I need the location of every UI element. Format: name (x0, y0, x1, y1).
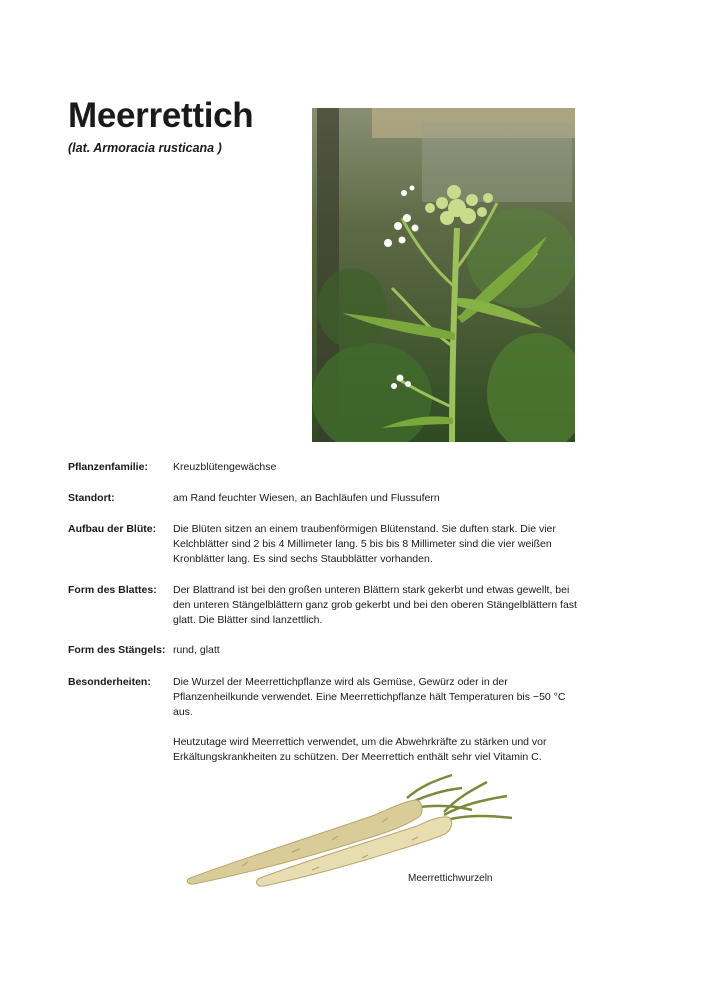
label-standort: Standort: (68, 492, 115, 504)
flowering-plant-photo (312, 108, 575, 442)
value-aufbau-der-bluete: Die Blüten sitzen an einem traubenförmigen Blütenstand. Sie duften stark. Die vier Kelchblätter sind 2 bis 4 Millimeter lang. 5 bis bis 8 Millimeter sind die vier weißen Kronblätter lang. Es sind sechs Staubblätter vorhanden. (173, 523, 556, 565)
label-aufbau-der-bluete: Aufbau der Blüte: (68, 523, 157, 535)
value-pflanzenfamilie: Kreuzblütengewächse (173, 461, 277, 473)
value-standort: am Rand feuchter Wiesen, an Bachläufen und Flussufern (173, 492, 440, 504)
besonderheiten-paragraph: Die Wurzel der Meerrettichpflanze wird als Gemüse, Gewürz oder in der Pflanzenheilkunde verwendet. Eine Meerrettichpflanze hält Temperaturen bis −50 °C aus. (173, 676, 566, 718)
root-image-caption: Meerrettichwurzeln (408, 873, 493, 884)
latin-name: (lat. Armoracia rusticana ) (68, 141, 222, 155)
label-form-des-blattes: Form des Blattes: (68, 584, 157, 596)
value-besonderheiten (173, 675, 583, 765)
besonderheiten-paragraph: Heutzutage wird Meerrettich verwendet, um die Abwehrkräfte zu stärken und vor Erkältungskrankheiten zu schützen. Der Meerrettich enthält sehr viel Vitamin C. (173, 736, 547, 763)
page-title: Meerrettich (68, 96, 254, 135)
value-form-des-staengels: rund, glatt (173, 644, 220, 656)
value-form-des-blattes: Der Blattrand ist bei den großen unteren Blättern stark gekerbt und etwas gewellt, bei den unteren Stängelblättern ganz grob gekerbt und bei den oberen Stängelblättern fast glatt. Die Blätter sind lanzettlich. (173, 584, 577, 626)
label-pflanzenfamilie: Pflanzenfamilie: (68, 461, 148, 473)
label-form-des-staengels: Form des Stängels: (68, 644, 166, 656)
label-besonderheiten: Besonderheiten: (68, 676, 151, 688)
